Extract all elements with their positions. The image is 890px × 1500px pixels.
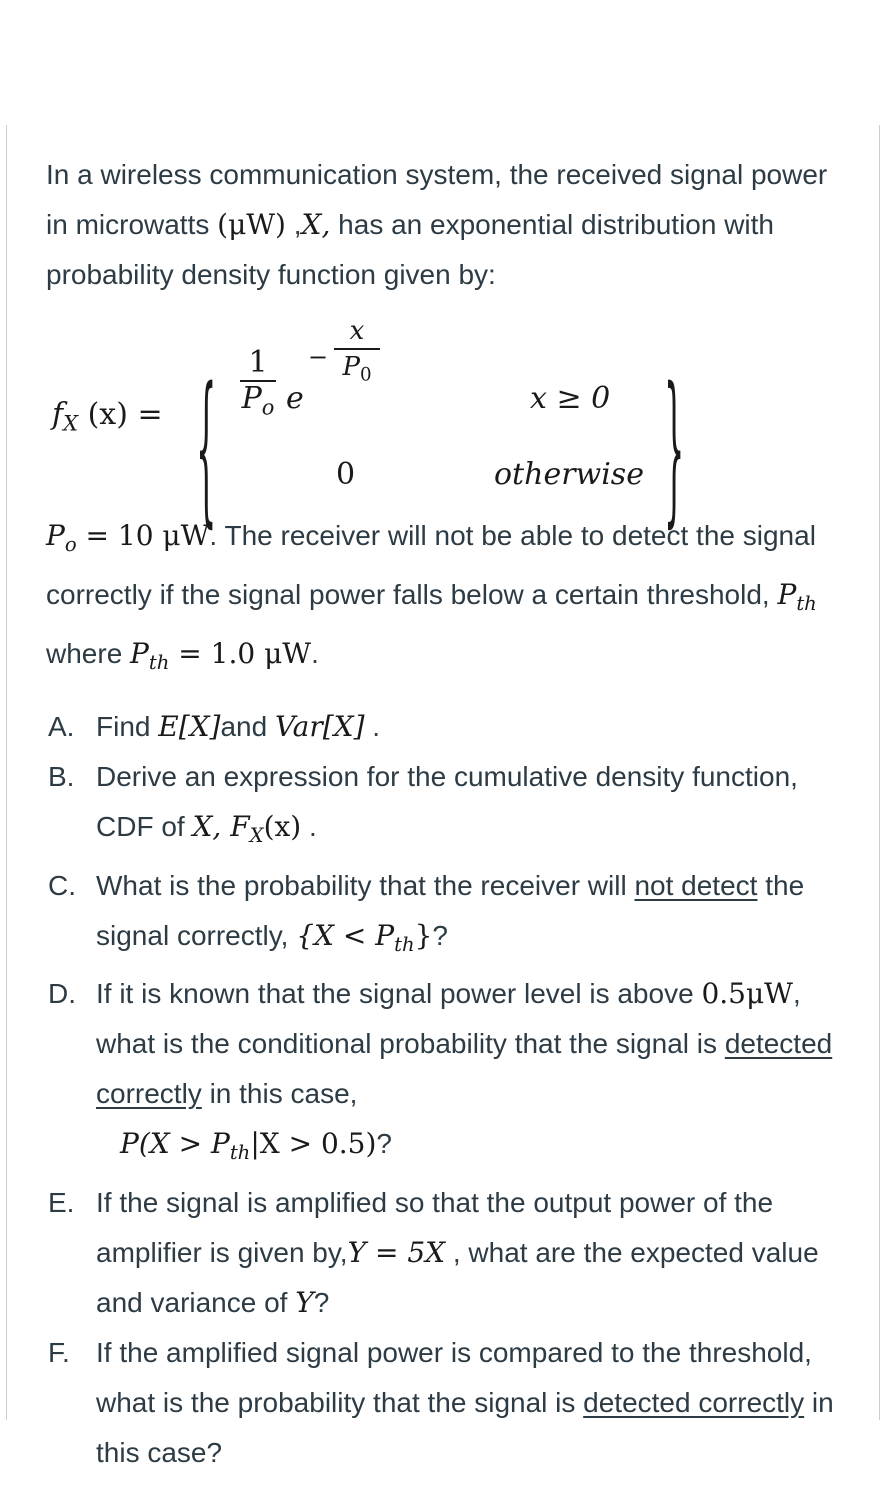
exp-denominator: $P_0$: [342, 352, 372, 386]
threshold-text-3: .: [311, 637, 319, 669]
item-marker: A.: [48, 710, 75, 742]
threshold-text-1: . The receiver will not be able to detect the signal correctly if the signal power falls below a certain threshold,: [46, 520, 816, 610]
question-body: [46, 150, 846, 1478]
exp-minus: −: [308, 343, 329, 371]
po-value: $P_o = 10$ μW: [46, 519, 210, 556]
question-a: A. Find E[X]and Var[X] .: [46, 702, 846, 752]
question-list: [46, 702, 846, 1479]
exponent-fraction: [334, 314, 380, 392]
formula-lhs: $f_X$ (x) =: [52, 397, 163, 436]
question-d: D. If it is known that the signal power level is above 0.5μW, what is the conditional probability that the signal is detected correctly in this case, $P(X > P_{th}|X > 0.5)$?: [46, 969, 846, 1178]
threshold-text-2: where: [46, 637, 131, 669]
question-b: B. Derive an expression for the cumulative density function, CDF of X, $F_X(x)$ .: [46, 752, 846, 861]
item-marker: E.: [48, 1187, 75, 1219]
pth-value: $P_{th} = 1.0$ μW: [130, 636, 312, 674]
item-marker: C.: [48, 869, 76, 901]
coef-numerator: 1: [240, 346, 276, 382]
exp-numerator: x: [334, 314, 380, 350]
intro-var: X,: [301, 208, 331, 241]
question-e: E. If the signal is amplified so that the output power of the amplifier is given by,Y = 5X , what are the expected value and variance of Y?: [46, 1178, 846, 1328]
coefficient-fraction: [240, 346, 276, 424]
coef-denominator: $P_o$: [241, 381, 275, 420]
threshold-paragraph: [46, 511, 846, 688]
intro-text-1: In a wireless communication system, the received signal power in microwatts: [46, 159, 828, 240]
exp-base: e: [286, 381, 304, 416]
right-brace: }: [664, 350, 685, 545]
right-border: [879, 125, 880, 1420]
item-marker: B.: [48, 760, 75, 792]
intro-paragraph: [46, 150, 846, 300]
item-marker: D.: [48, 978, 76, 1010]
question-f: F. If the amplified signal power is compared to the threshold, what is the probability that the signal is detected correctly in this case?: [46, 1328, 846, 1478]
case2-condition: otherwise: [494, 457, 644, 492]
question-c: C. What is the probability that the receiver will not detect the signal correctly, $\{X < P_{th}\}$?: [46, 861, 846, 970]
intro-unit: (μW): [217, 208, 286, 241]
item-marker: F.: [48, 1337, 70, 1369]
intro-text-3: has an exponential distribution with probability density function given by:: [46, 209, 775, 290]
case2-value: 0: [336, 457, 356, 492]
left-border: [6, 125, 7, 1420]
intro-text-2: ,: [285, 209, 302, 240]
pth-symbol: $P_{th}$: [777, 577, 817, 615]
case1-condition: x ≥ 0: [530, 381, 611, 416]
left-brace: {: [196, 350, 217, 545]
